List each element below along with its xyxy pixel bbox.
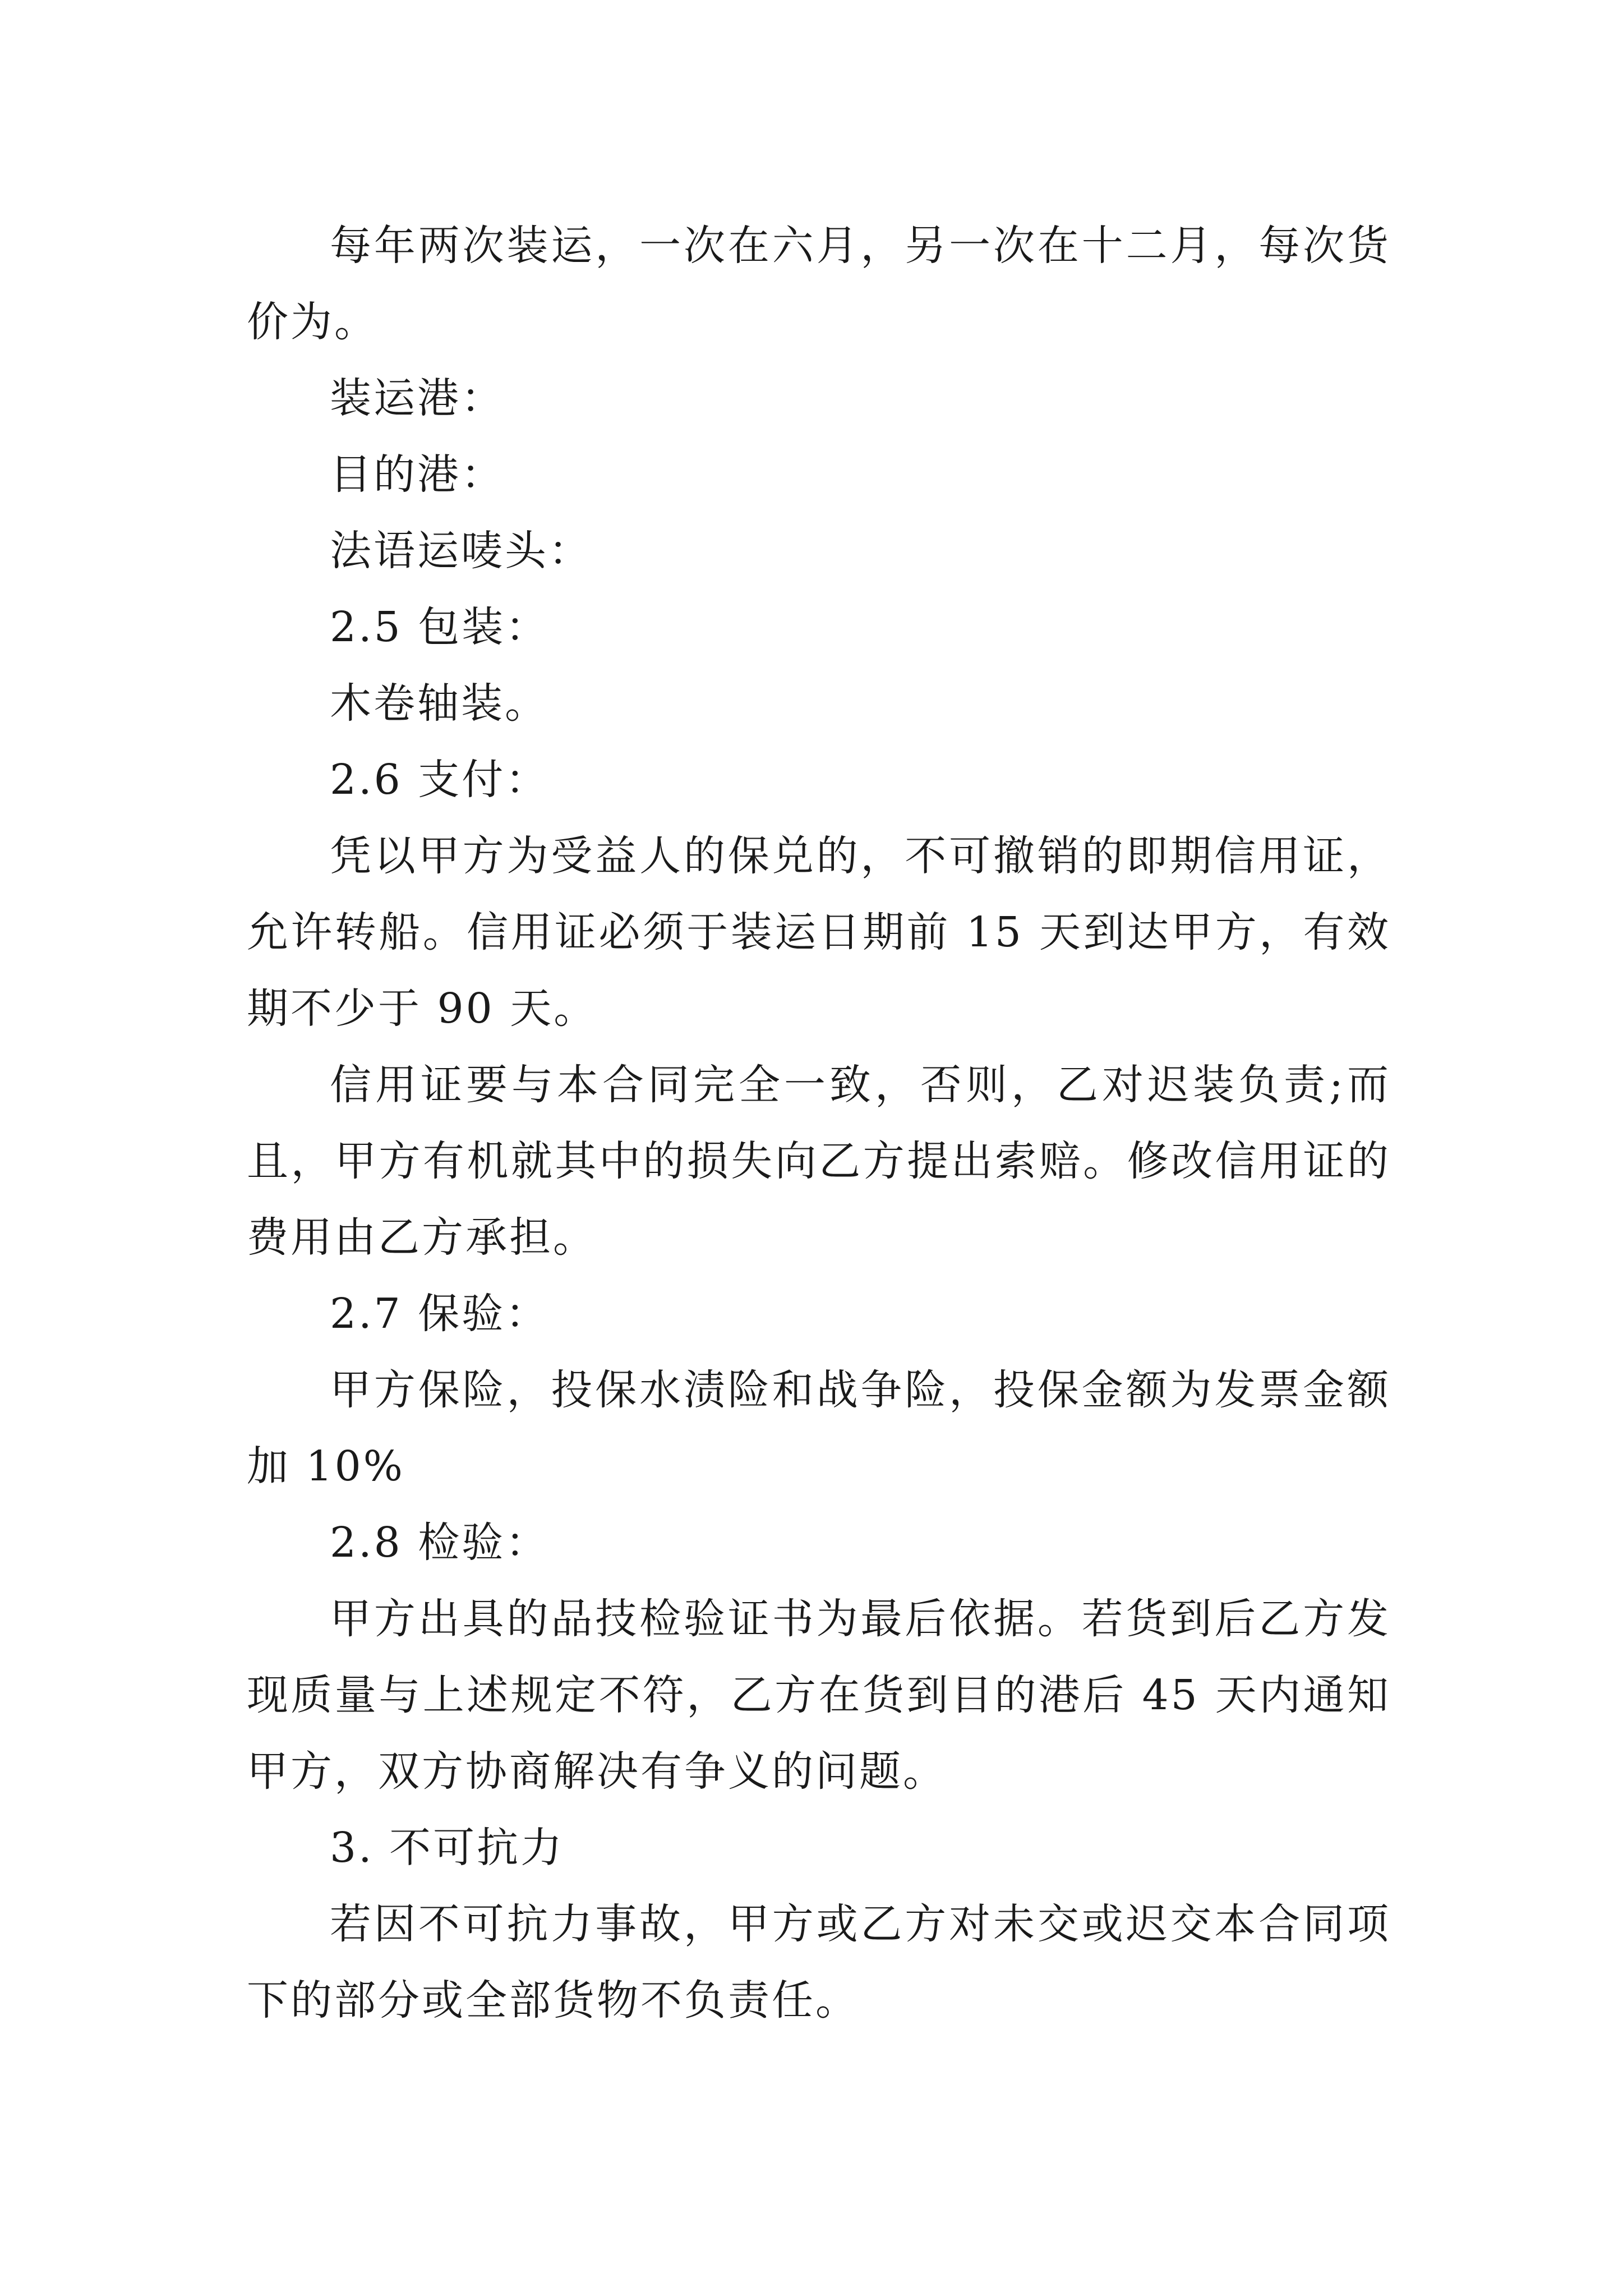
heading-insurance: 2.7 保验： — [330, 1290, 550, 1338]
paragraph-inspection: 甲方出具的品技检验证书为最后依据。若货到后乙方发现质量与上述规定不符，乙方在货到目的港后 45 天内通知甲方，双方协商解决有争义的问题。 — [247, 1595, 1391, 1796]
heading-packing: 2.5 包装： — [330, 603, 550, 651]
paragraph-shipment-schedule: 每年两次装运，一次在六月，另一次在十二月，每次货价为。 — [247, 222, 1391, 346]
paragraph-port-of-loading: 装运港： — [330, 374, 505, 422]
paragraph-packing: 木卷轴装。 — [330, 679, 548, 728]
heading-inspection: 2.8 检验： — [330, 1519, 550, 1567]
document-body — [247, 208, 1391, 2039]
paragraph-credit-compliance: 信用证要与本合同完全一致，否则，乙对迟装负责;而且，甲方有机就其中的损失向乙方提出索赔。修改信用证的费用由乙方承担。 — [247, 1061, 1391, 1262]
paragraph-port-of-destination: 目的港： — [330, 450, 505, 499]
heading-force-majeure: 3. 不可抗力 — [330, 1824, 565, 1872]
paragraph-force-majeure: 若因不可抗力事故，甲方或乙方对未交或迟交本合同项下的部分或全部货物不负责任。 — [247, 1900, 1391, 2024]
paragraph-shipping-mark: 法语运唛头： — [330, 527, 592, 575]
heading-payment: 2.6 支付： — [330, 756, 550, 804]
paragraph-letter-of-credit: 凭以甲方为受益人的保兑的，不可撤销的即期信用证，允许转船。信用证必须于装运日期前 15 天到达甲方，有效期不少于 90 天。 — [247, 832, 1391, 1033]
paragraph-insurance: 甲方保险，投保水渍险和战争险，投保金额为发票金额加 10% — [247, 1366, 1391, 1490]
